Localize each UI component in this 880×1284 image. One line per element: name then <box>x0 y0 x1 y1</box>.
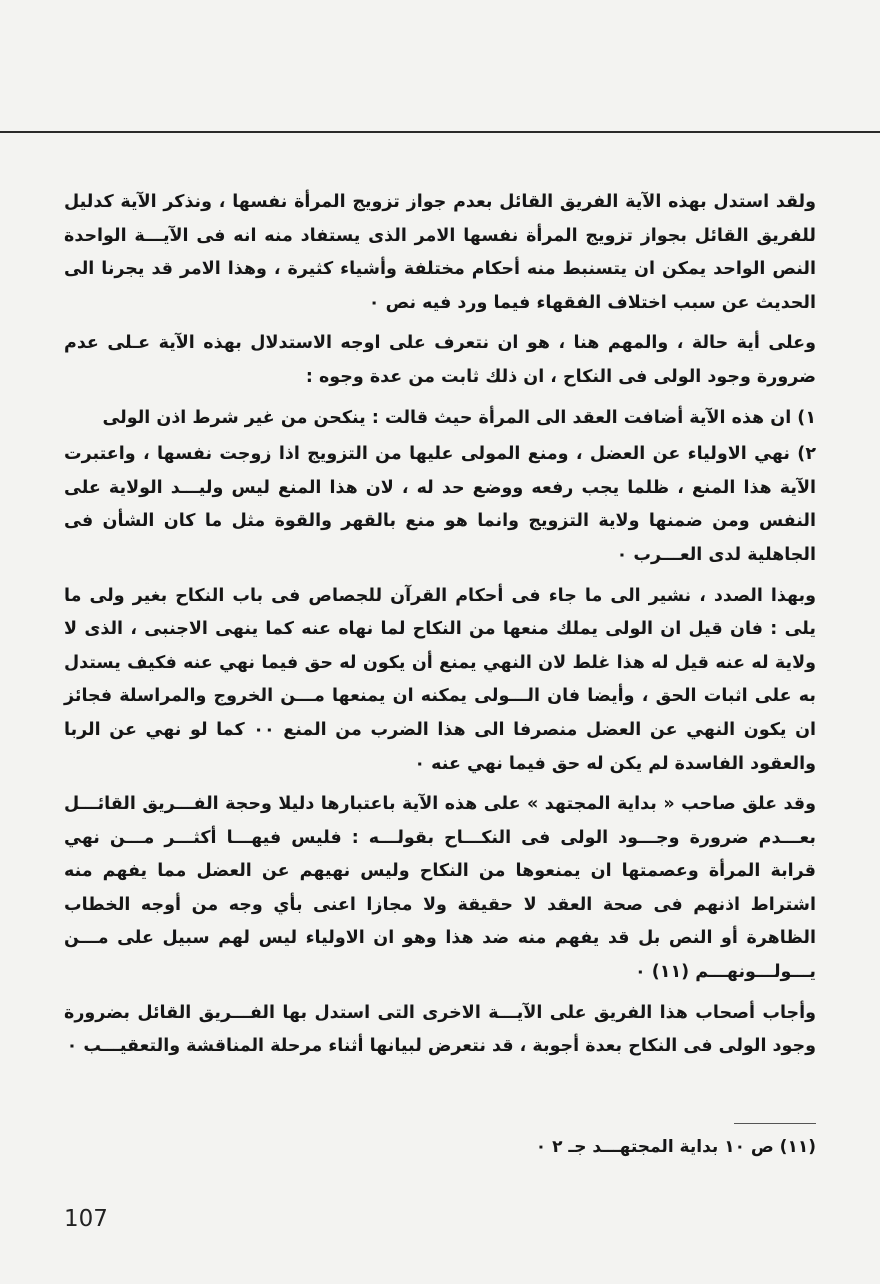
header-rule <box>0 131 880 133</box>
footnote-separator <box>734 1123 816 1124</box>
paragraph: وبهذا الصدد ، نشير الى ما جاء فى أحكام القرآن للجصاص فى باب النكاح بغير ولى ما يلى : فان قيل ان الولى يملك منعها من النكاح لما نهاه عنه كما ينهى الاجنبى ، الذى لا ولاية له عنه قيل له هذا غلط لان النهي يمنع أن يكون له حق فيما نهي عنه فكيف يستدل به على اثبات الحق ، وأيضا فان الـــولى يمكنه ان يمنعها مـــن الخروج والمراسلة فجائز ان يكون النهي عن العضل منصرفا الى هذا الضرب من المنع ٠٠ كما لو نهي عن الربا والعقود الفاسدة لم يكن له حق فيما نهي عنه ٠ <box>64 585 817 774</box>
page-number: 107 <box>64 1206 108 1232</box>
paragraph: وأجاب أصحاب هذا الفريق على الآيـــة الاخرى التى استدل بها الفـــريق القائل بضرورة وجود الولى فى النكاح بعدة أجوبة ، قد نتعرض لبيانها أثناء مرحلة المناقشة والتعقيـــب ٠ <box>64 1002 816 1057</box>
paragraph: ولقد استدل بهذه الآية الفريق القائل بعدم جواز تزويج المرأة نفسها ، ونذكر الآية كدليل للفريق القائل بجواز تزويج المرأة نفسها الامر الذى يستفاد منه انه فى الآيـــة الواحدة النص الواحد يمكن ان يتسنبط منه أحكام مختلفة وأشياء كثيرة ، وهذا الامر قد يجرنا الى الحديث عن سبب اختلاف الفقهاء فيما ورد فيه نص ٠ <box>64 192 816 313</box>
list-item: ١) ان هذه الآية أضافت العقد الى المرأة حيث قالت : ينكحن من غير شرط اذن الولى <box>102 407 816 428</box>
paragraph: وعلى أية حالة ، والمهم هنا ، هو ان نتعرف على اوجه الاستدلال بهذه الآية عـلى عدم ضرورة وجود الولى فى النكاح ، ان ذلك ثابت من عدة وجوه : <box>64 333 816 387</box>
body-text <box>64 186 816 1071</box>
footnote: (١١) ص ١٠ بداية المجتهـــد جـ ٢ ٠ <box>535 1137 816 1157</box>
list-item: ٢) نهي الاولياء عن العضل ، ومنع المولى عليها من التزويج اذا زوجت نفسها ، واعتبرت الآية هذا المنع ، ظلما يجب رفعه ووضع حد له ، لان هذا المنع ليس وليـــد الولاية على النفس ومن ضمنها ولاية التزويج وانما هو منع بالقهر والقوة مثل ما كان الشأن فى الجاهلية لدى العـــرب ٠ <box>64 444 816 565</box>
paragraph: وقد علق صاحب « بداية المجتهد » على هذه الآية باعتبارها دليلا وحجة الفـــريق القائـــل بعـــدم ضرورة وجـــود الولى فى النكـــاح بقولـــه : فليس فيهـــا أكثـــر مـــن نهي قرابة المرأة وعصمتها ان يمنعوها من النكاح وليس نهيهم عن العضل مما يفهم منه اشتراط اذنهم فى صحة العقد لا حقيقة ولا مجازا اعنى بأي وجه من أوجه الخطاب الظاهرة أو النص بل قد يفهم منه ضد هذا وهو ان الاولياء ليس لهم سبيل على مـــن يـــولـــونهـــم (١١) ٠ <box>64 794 816 983</box>
